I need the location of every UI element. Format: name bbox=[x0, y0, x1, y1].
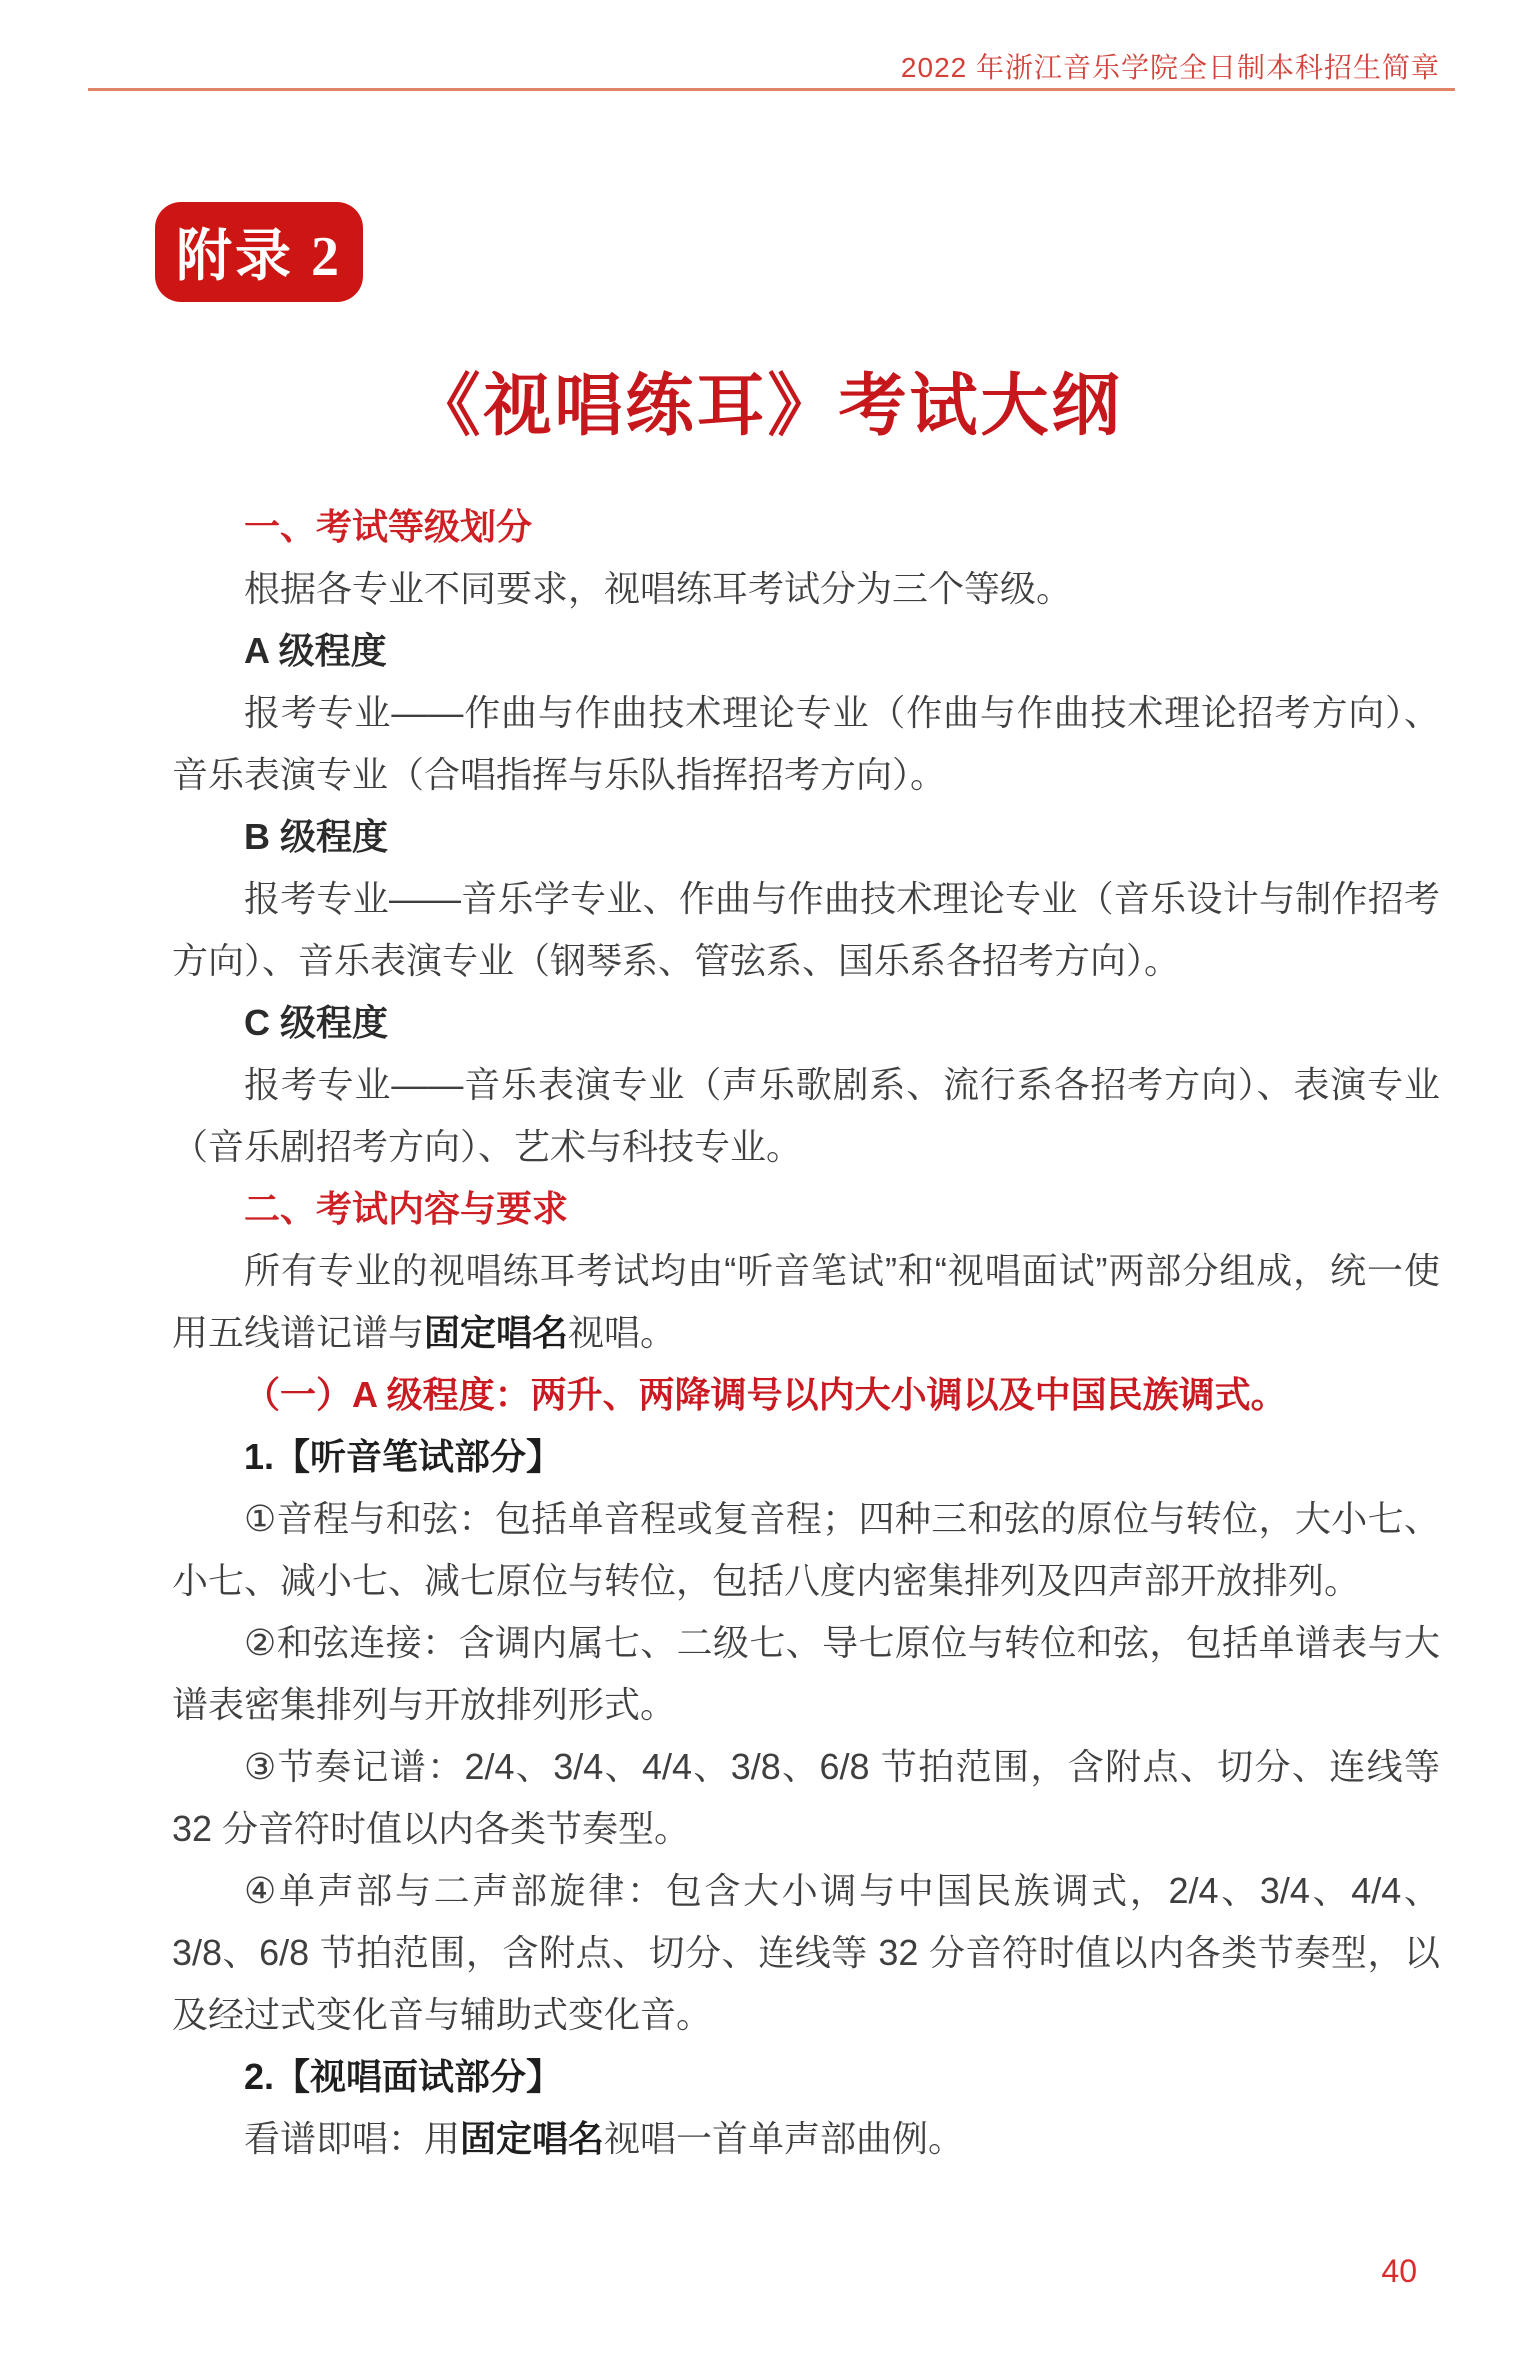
level-a-desc: 报考专业——作曲与作曲技术理论专业（作曲与作曲技术理论招考方向）、音乐表演专业（合唱指挥与乐队指挥招考方向）。 bbox=[172, 692, 1440, 795]
written-test-item-1: ①音程与和弦：包括单音程或复音程；四种三和弦的原位与转位，大小七、小七、减小七、减七原位与转位，包括八度内密集排列及四声部开放排列。 bbox=[172, 1498, 1440, 1601]
level-b-desc: 报考专业——音乐学专业、作曲与作曲技术理论专业（音乐设计与制作招考方向）、音乐表演专业（钢琴系、管弦系、国乐系各招考方向）。 bbox=[172, 878, 1440, 981]
level-c-desc: 报考专业——音乐表演专业（声乐歌剧系、流行系各招考方向）、表演专业（音乐剧招考方向）、艺术与科技专业。 bbox=[172, 1064, 1440, 1167]
interview-desc-part2-bold: 固定唱名 bbox=[460, 2118, 605, 2159]
section2-intro-part3: 视唱。 bbox=[568, 1312, 677, 1353]
level-c-label: C 级程度 bbox=[244, 1002, 389, 1043]
section2-intro-part1: 所有专业的视唱练耳考试均由“听音笔试”和“视唱面试”两部分组成，统一使用五线谱记谱与 bbox=[172, 1250, 1440, 1353]
section1-heading: 一、考试等级划分 bbox=[244, 506, 533, 547]
written-test-item-4: ④单声部与二声部旋律：包含大小调与中国民族调式，2/4、3/4、4/4、3/8、6/8 节拍范围，含附点、切分、连线等 32 分音符时值以内各类节奏型，以及经过式变化音与辅助式变化音。 bbox=[172, 1870, 1440, 2035]
interview-test-title: 2.【视唱面试部分】 bbox=[244, 2056, 563, 2097]
section2-intro-part2-bold: 固定唱名 bbox=[424, 1312, 569, 1353]
interview-test-desc bbox=[172, 2108, 1440, 2170]
level-b-label: B 级程度 bbox=[244, 816, 389, 857]
written-test-item-2: ②和弦连接：含调内属七、二级七、导七原位与转位和弦，包括单谱表与大谱表密集排列与开放排列形式。 bbox=[172, 1622, 1440, 1725]
interview-desc-part1: 看谱即唱：用 bbox=[244, 2118, 461, 2159]
page-number: 40 bbox=[1381, 2253, 1417, 2289]
running-header: 2022 年浙江音乐学院全日制本科招生简章 bbox=[900, 52, 1440, 83]
appendix-badge bbox=[155, 202, 363, 302]
level-a-label: A 级程度 bbox=[244, 630, 387, 671]
written-test-title: 1.【听音笔试部分】 bbox=[244, 1436, 563, 1477]
appendix-badge-label: 附录 2 bbox=[176, 226, 342, 288]
interview-desc-part3: 视唱一首单声部曲例。 bbox=[604, 2118, 965, 2159]
header-divider bbox=[88, 88, 1455, 91]
grade-a-subheading: （一）A 级程度：两升、两降调号以内大小调以及中国民族调式。 bbox=[244, 1374, 1287, 1415]
document-body bbox=[172, 496, 1440, 2170]
section2-intro bbox=[172, 1240, 1440, 1364]
section2-heading: 二、考试内容与要求 bbox=[244, 1188, 569, 1229]
written-test-item-3: ③节奏记谱：2/4、3/4、4/4、3/8、6/8 节拍范围，含附点、切分、连线等 32 分音符时值以内各类节奏型。 bbox=[172, 1746, 1440, 1849]
section1-intro: 根据各专业不同要求，视唱练耳考试分为三个等级。 bbox=[244, 568, 1073, 609]
document-title: 《视唱练耳》考试大纲 bbox=[412, 368, 1123, 444]
